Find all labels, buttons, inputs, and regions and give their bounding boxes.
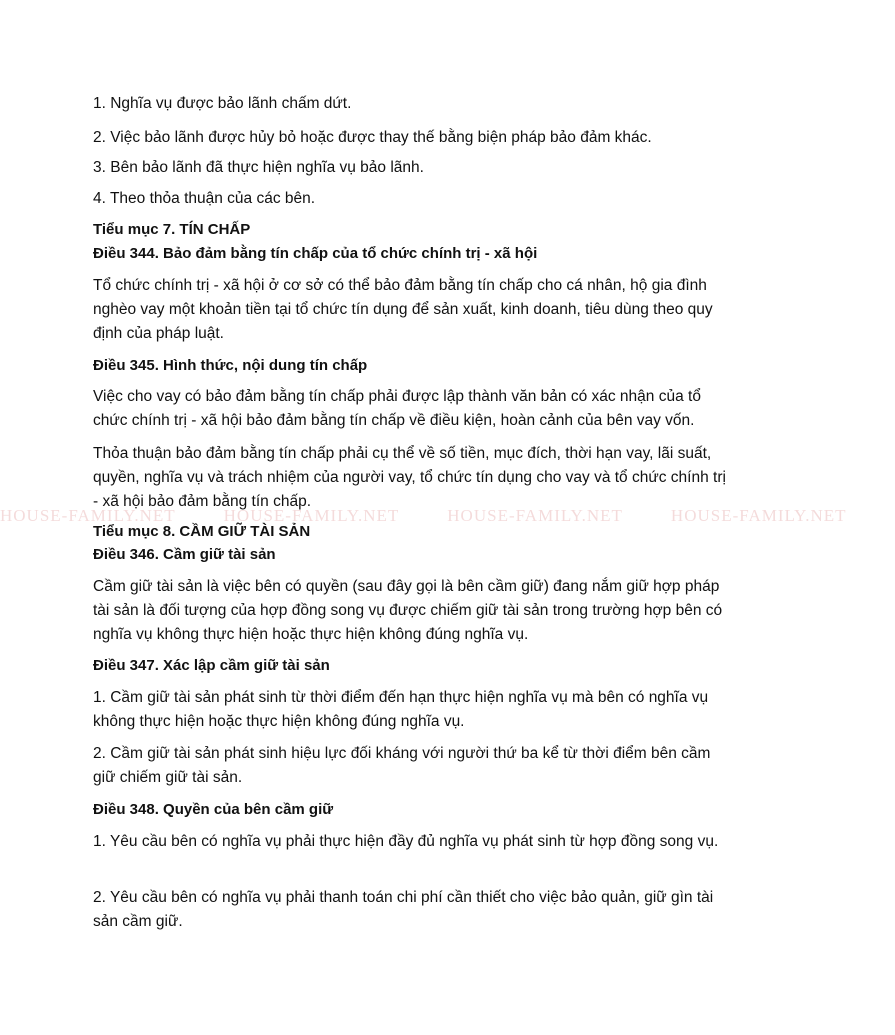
article-paragraph: Tổ chức chính trị - xã hội ở cơ sở có thể bảo đảm bằng tín chấp cho cá nhân, hộ gia đình nghèo vay một khoản tiền tại tổ chức tín dụng để sản xuất, kinh doanh, tiêu dùng theo quy định của pháp luật.: [93, 277, 713, 342]
article-heading: Điều 348. Quyền của bên cầm giữ: [93, 801, 334, 818]
list-item: 2. Yêu cầu bên có nghĩa vụ phải thanh toán chi phí cần thiết cho việc bảo quản, giữ gìn tài sản cầm giữ.: [93, 889, 714, 930]
article-heading: Điều 347. Xác lập cầm giữ tài sản: [93, 657, 330, 674]
list-item: 4. Theo thỏa thuận của các bên.: [93, 190, 316, 207]
article-paragraph: Cầm giữ tài sản là việc bên có quyền (sau đây gọi là bên cầm giữ) đang nắm giữ hợp pháp tài sản là đối tượng của hợp đồng song vụ được chiếm giữ tài sản trong trường hợp bên có nghĩa vụ không thực hiện hoặc thực hiện không đúng nghĩa vụ.: [93, 578, 723, 643]
list-item: 2. Cầm giữ tài sản phát sinh hiệu lực đối kháng với người thứ ba kể từ thời điểm bên cầm giữ chiếm giữ tài sản.: [93, 745, 711, 786]
list-item: 1. Nghĩa vụ được bảo lãnh chấm dứt.: [93, 95, 352, 112]
list-item: 1. Yêu cầu bên có nghĩa vụ phải thực hiện đầy đủ nghĩa vụ phát sinh từ hợp đồng song vụ.: [93, 833, 719, 850]
watermark-text: HOUSE-FAMILY.NET: [447, 506, 623, 525]
subsection-heading: Tiểu mục 7. TÍN CHẤP: [93, 221, 251, 238]
article-paragraph: Việc cho vay có bảo đảm bằng tín chấp phải được lập thành văn bản có xác nhận của tổ chức chính trị - xã hội bảo đảm bằng tín chấp về điều kiện, hoàn cảnh của bên vay vốn.: [93, 388, 701, 429]
watermark-text: HOUSE-FAMILY.NET: [0, 506, 176, 525]
article-heading: Điều 344. Bảo đảm bằng tín chấp của tổ chức chính trị - xã hội: [93, 245, 538, 262]
subsection-heading: Tiểu mục 8. CẦM GIỮ TÀI SẢN: [93, 523, 311, 540]
list-item: 2. Việc bảo lãnh được hủy bỏ hoặc được thay thế bằng biện pháp bảo đảm khác.: [93, 129, 652, 146]
list-item: 1. Cầm giữ tài sản phát sinh từ thời điểm đến hạn thực hiện nghĩa vụ mà bên có nghĩa vụ không thực hiện hoặc thực hiện không đúng nghĩa vụ.: [93, 689, 709, 730]
article-paragraph: Thỏa thuận bảo đảm bằng tín chấp phải cụ thể về số tiền, mục đích, thời hạn vay, lãi suất, quyền, nghĩa vụ và trách nhiệm của người vay, tổ chức tín dụng cho vay và tổ chức chính trị - xã hội bảo đảm bằng tín chấp.: [93, 445, 726, 510]
watermark-text: HOUSE-FAMILY.NET: [223, 506, 400, 525]
watermark-text: HOUSE-FAMILY.NET: [670, 506, 847, 525]
list-item: 3. Bên bảo lãnh đã thực hiện nghĩa vụ bảo lãnh.: [93, 159, 424, 176]
article-heading: Điều 345. Hình thức, nội dung tín chấp: [93, 357, 368, 374]
article-heading: Điều 346. Cầm giữ tài sản: [93, 546, 276, 563]
